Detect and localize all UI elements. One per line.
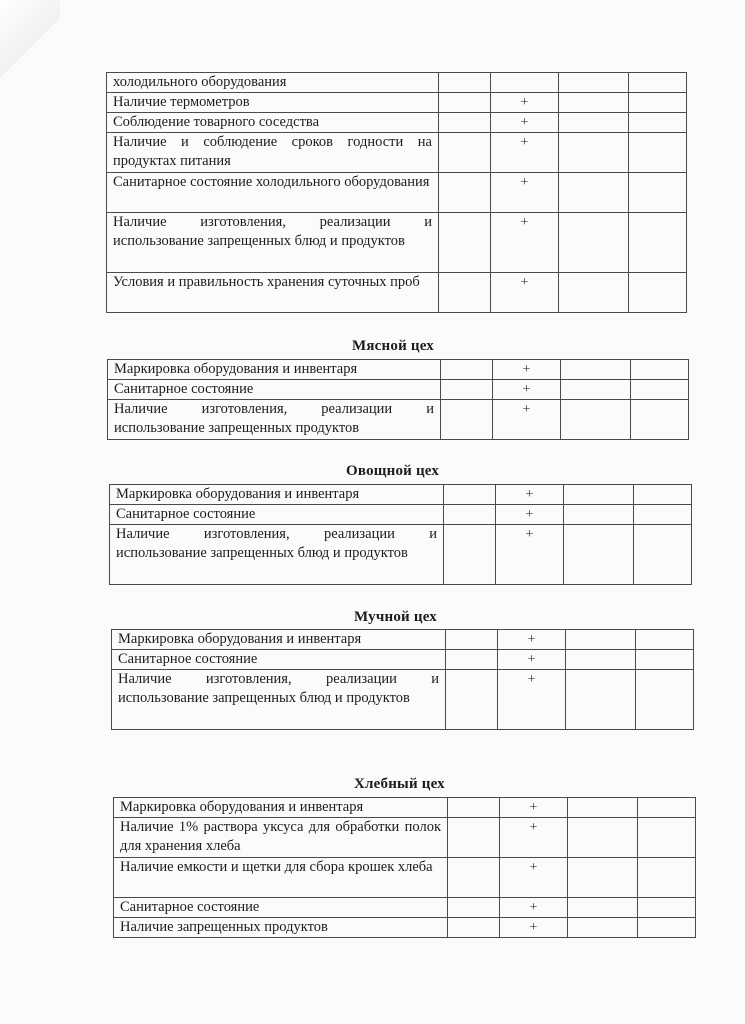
check-mark: + — [500, 858, 568, 898]
table-row — [114, 798, 696, 818]
check-mark: + — [493, 400, 561, 440]
check-mark: + — [491, 273, 559, 313]
row-label: Наличие изготовления, реализации и использование запрещенных продуктов — [108, 400, 441, 440]
check-mark: + — [496, 525, 564, 585]
row-label: Санитарное состояние — [108, 380, 441, 400]
checklist-table-flour — [111, 629, 694, 730]
check-mark: + — [500, 818, 568, 858]
checklist-table-vegetable — [109, 484, 692, 585]
check-mark: + — [491, 93, 559, 113]
check-mark: + — [491, 173, 559, 213]
table-row — [114, 898, 696, 918]
table-row — [107, 213, 687, 273]
table-row — [108, 380, 689, 400]
table-row — [114, 918, 696, 938]
table-row — [107, 133, 687, 173]
table-row — [112, 630, 694, 650]
row-label: холодильного оборудования — [107, 73, 439, 93]
table-row — [107, 173, 687, 213]
check-mark: + — [496, 485, 564, 505]
check-mark: + — [496, 505, 564, 525]
check-mark: + — [498, 630, 566, 650]
check-mark: + — [491, 133, 559, 173]
row-label: Наличие запрещенных продуктов — [114, 918, 448, 938]
row-label: Наличие изготовления, реализации и использование запрещенных блюд и продуктов — [110, 525, 444, 585]
table-row — [110, 485, 692, 505]
table-row — [108, 360, 689, 380]
checklist-table-continued — [106, 72, 687, 313]
check-mark: + — [498, 650, 566, 670]
row-label: Маркировка оборудования и инвентаря — [114, 798, 448, 818]
row-label: Наличие 1% раствора уксуса для обработки полок для хранения хлеба — [114, 818, 448, 858]
row-label: Санитарное состояние — [112, 650, 446, 670]
table-row — [107, 113, 687, 133]
row-label: Наличие емкости и щетки для сбора крошек хлеба — [114, 858, 448, 898]
table-row — [112, 650, 694, 670]
section-heading-meat: Мясной цех — [352, 338, 434, 354]
table-row — [107, 93, 687, 113]
checklist-table-meat — [107, 359, 689, 440]
check-mark — [491, 73, 559, 93]
row-label: Маркировка оборудования и инвентаря — [110, 485, 444, 505]
table-row — [107, 73, 687, 93]
table-row — [112, 670, 694, 730]
row-label: Условия и правильность хранения суточных проб — [107, 273, 439, 313]
section-heading-flour: Мучной цех — [354, 609, 437, 625]
check-mark: + — [498, 670, 566, 730]
row-label: Наличие термометров — [107, 93, 439, 113]
row-label: Маркировка оборудования и инвентаря — [108, 360, 441, 380]
check-mark: + — [500, 798, 568, 818]
check-mark: + — [500, 918, 568, 938]
table-row — [108, 400, 689, 440]
check-mark: + — [500, 898, 568, 918]
row-label: Наличие изготовления, реализации и использование запрещенных блюд и продуктов — [112, 670, 446, 730]
table-row — [114, 818, 696, 858]
section-heading-vegetable: Овощной цех — [346, 463, 440, 479]
row-label: Санитарное состояние — [110, 505, 444, 525]
row-label: Наличие изготовления, реализации и использование запрещенных блюд и продуктов — [107, 213, 439, 273]
check-mark: + — [493, 360, 561, 380]
folded-page-corner — [0, 0, 60, 80]
table-row — [114, 858, 696, 898]
checklist-table-bread — [113, 797, 696, 938]
table-row — [110, 505, 692, 525]
check-mark: + — [493, 380, 561, 400]
row-label: Санитарное состояние — [114, 898, 448, 918]
check-mark: + — [491, 113, 559, 133]
table-row — [107, 273, 687, 313]
row-label: Наличие и соблюдение сроков годности на продуктах питания — [107, 133, 439, 173]
section-heading-bread: Хлебный цех — [354, 776, 445, 792]
row-label: Соблюдение товарного соседства — [107, 113, 439, 133]
row-label: Санитарное состояние холодильного оборудования — [107, 173, 439, 213]
check-mark: + — [491, 213, 559, 273]
row-label: Маркировка оборудования и инвентаря — [112, 630, 446, 650]
table-row — [110, 525, 692, 585]
